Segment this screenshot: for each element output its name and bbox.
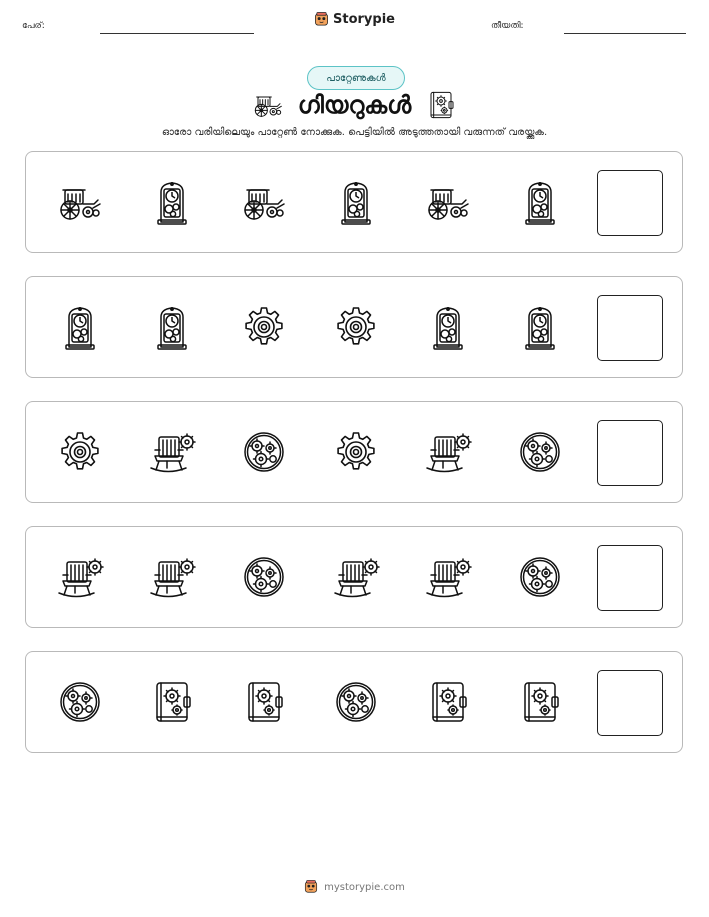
gear-plate-icon	[516, 553, 564, 601]
rocking-chair-icon	[56, 553, 104, 601]
date-label: തീയതി:	[491, 21, 524, 31]
storypie-logo-icon	[314, 12, 329, 27]
gear-book-icon	[516, 678, 564, 726]
gear-book-icon	[425, 89, 457, 121]
grandfather-clock-icon	[332, 178, 380, 226]
answer-box[interactable]	[597, 670, 663, 736]
rocking-chair-icon	[424, 553, 472, 601]
rocking-chair-icon	[148, 553, 196, 601]
grandfather-clock-icon	[56, 303, 104, 351]
gear-book-icon	[424, 678, 472, 726]
pattern-row	[25, 401, 683, 503]
category-tag: പാറ്റേണുകൾ	[307, 66, 405, 90]
gear-plate-icon	[240, 553, 288, 601]
rocking-chair-icon	[148, 428, 196, 476]
answer-box[interactable]	[597, 545, 663, 611]
title-row	[0, 89, 709, 121]
grandfather-clock-icon	[148, 178, 196, 226]
gear-book-icon	[240, 678, 288, 726]
gear-icon	[332, 303, 380, 351]
brand	[0, 12, 709, 27]
grandfather-clock-icon	[516, 303, 564, 351]
pattern-row	[25, 276, 683, 378]
pattern-row	[25, 651, 683, 753]
answer-box[interactable]	[597, 420, 663, 486]
rocking-chair-icon	[424, 428, 472, 476]
storypie-logo-icon	[304, 880, 318, 894]
answer-box[interactable]	[597, 170, 663, 236]
grandfather-clock-icon	[516, 178, 564, 226]
grandfather-clock-icon	[424, 303, 472, 351]
gear-plate-icon	[56, 678, 104, 726]
answer-box[interactable]	[597, 295, 663, 361]
tricycle-icon	[240, 178, 288, 226]
name-label: പേര്:	[22, 21, 45, 31]
gear-icon	[332, 428, 380, 476]
instruction-text: ഓരോ വരിയിലെയും പാറ്റേൺ നോക്കുക. പെട്ടിയിൽ അടുത്തതായി വരുന്നത് വരയ്ക്കുക.	[161, 127, 548, 138]
gear-icon	[240, 303, 288, 351]
grandfather-clock-icon	[148, 303, 196, 351]
tricycle-icon	[424, 178, 472, 226]
tricycle-icon	[252, 89, 284, 121]
pattern-row	[25, 526, 683, 628]
name-line[interactable]	[100, 33, 254, 34]
page-title: ഗിയറുകൾ	[297, 91, 412, 119]
gear-book-icon	[148, 678, 196, 726]
date-line[interactable]	[564, 33, 686, 34]
footer-site: mystorypie.com	[324, 881, 405, 893]
rocking-chair-icon	[332, 553, 380, 601]
brand-name: Storypie	[333, 12, 395, 27]
gear-icon	[56, 428, 104, 476]
gear-plate-icon	[332, 678, 380, 726]
tricycle-icon	[56, 178, 104, 226]
footer	[0, 880, 709, 894]
pattern-row	[25, 151, 683, 253]
gear-plate-icon	[240, 428, 288, 476]
gear-plate-icon	[516, 428, 564, 476]
